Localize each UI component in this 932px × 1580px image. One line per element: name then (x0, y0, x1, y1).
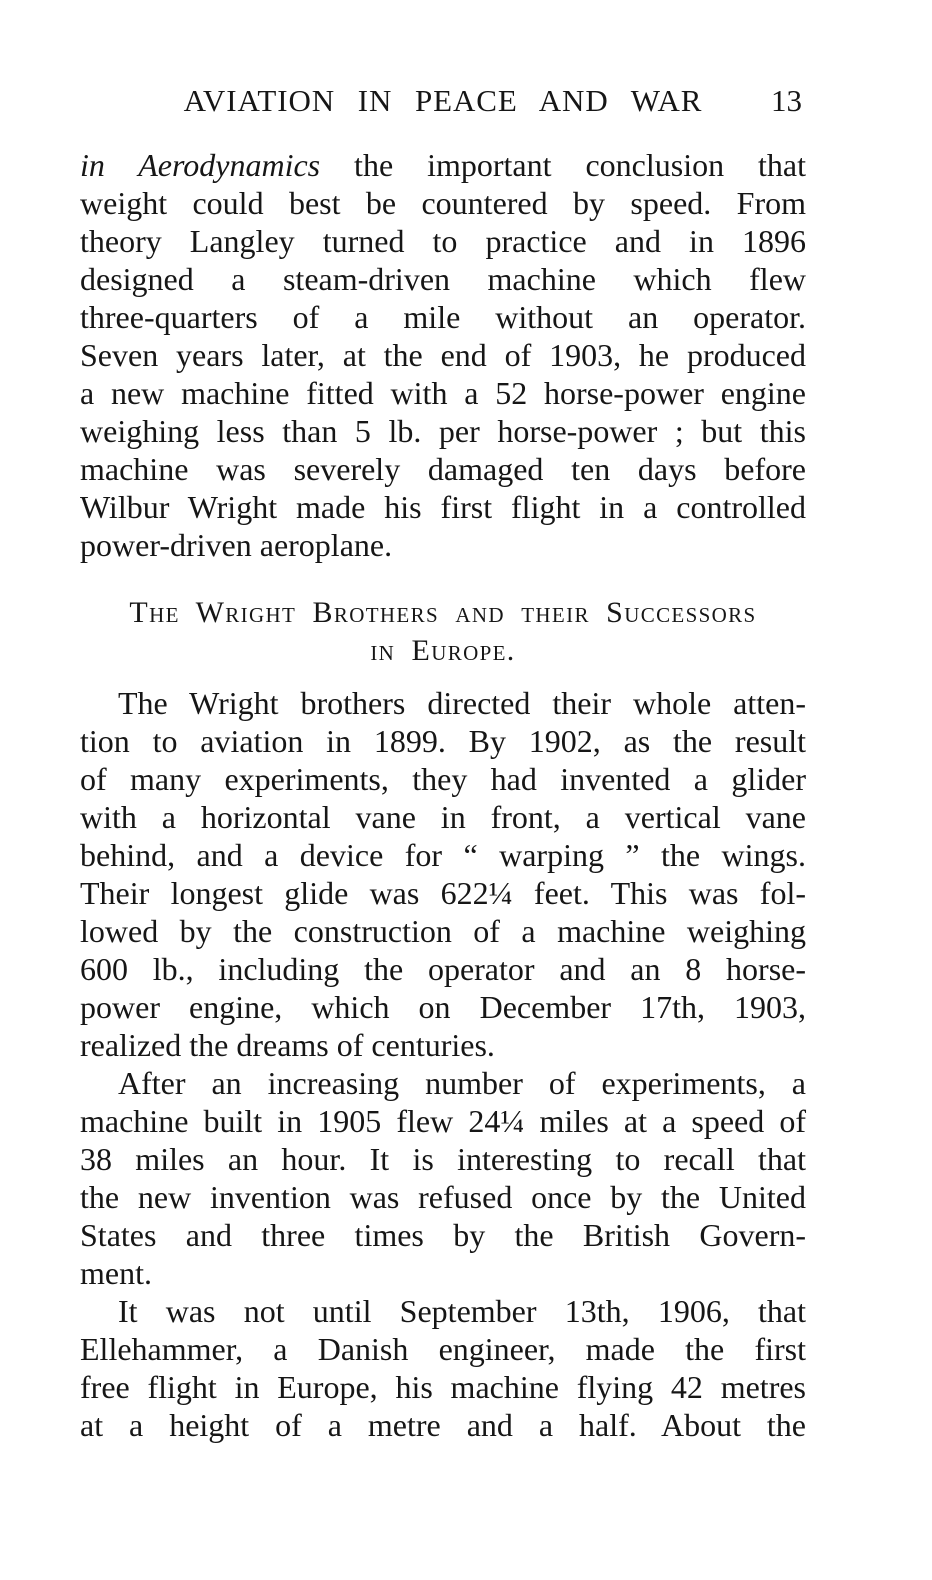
text-line: with a horizontal vane in front, a vertical vane (80, 799, 806, 835)
text-line: designed a steam-driven machine which flew (80, 261, 806, 297)
heading-line-2: in Europe. (370, 634, 516, 667)
text-line: ment. (80, 1255, 152, 1291)
text-line: free flight in Europe, his machine flying 42 metres (80, 1369, 806, 1405)
heading-line-1: The Wright Brothers and their Successors (129, 596, 757, 629)
text-line: of many experiments, they had invented a glider (80, 761, 806, 797)
text-line: behind, and a device for “ warping ” the wings. (80, 837, 806, 873)
text-line: weighing less than 5 lb. per horse-power ; but this (80, 413, 806, 449)
text-line: tion to aviation in 1899. By 1902, as the result (80, 723, 806, 759)
text-line: the new invention was refused once by the United (80, 1179, 806, 1215)
text-line: a new machine fitted with a 52 horse-power engine (80, 375, 806, 411)
text-line: Wilbur Wright made his first flight in a controlled (80, 489, 806, 525)
text-line: 600 lb., including the operator and an 8 horse- (80, 951, 806, 987)
text-line: Their longest glide was 622¼ feet. This was fol- (80, 875, 806, 911)
text-line: lowed by the construction of a machine weighing (80, 913, 806, 949)
text-line: weight could best be countered by speed. From (80, 185, 806, 221)
text-line: Seven years later, at the end of 1903, he produced (80, 337, 806, 373)
italic-text: in Aerodynamics (80, 147, 321, 183)
text-line: 38 miles an hour. It is interesting to recall that (80, 1141, 806, 1177)
text-line: three-quarters of a mile without an operator. (80, 299, 806, 335)
text-line: Ellehammer, a Danish engineer, made the first (80, 1331, 806, 1367)
text-line: After an increasing number of experiments, a (118, 1065, 806, 1101)
text-line: realized the dreams of centuries. (80, 1027, 495, 1063)
text-line: at a height of a metre and a half. About the (80, 1407, 806, 1443)
text-line: power engine, which on December 17th, 1903, (80, 989, 806, 1025)
section-heading (80, 594, 806, 670)
text-line: power-driven aeroplane. (80, 527, 393, 563)
body-text (80, 146, 806, 1444)
paragraph-continuation (80, 146, 806, 564)
text-line: machine built in 1905 flew 24¼ miles at a speed of (80, 1103, 806, 1139)
text-line: It was not until September 13th, 1906, that (118, 1293, 806, 1329)
page-header (80, 84, 806, 122)
text-line: machine was severely damaged ten days before (80, 451, 806, 487)
text-line: States and three times by the British Govern- (80, 1217, 806, 1253)
paragraph-experiments (80, 1064, 806, 1292)
text-line: The Wright brothers directed their whole atten- (118, 685, 806, 721)
running-title: AVIATION IN PEACE AND WAR (183, 83, 703, 118)
text-line: in Aerodynamics the important conclusion that (80, 147, 807, 183)
text-line: theory Langley turned to practice and in 1896 (80, 223, 806, 259)
paragraph-ellehammer (80, 1292, 806, 1444)
paragraph-wright-brothers (80, 684, 806, 1064)
page-number: 13 (771, 83, 802, 118)
